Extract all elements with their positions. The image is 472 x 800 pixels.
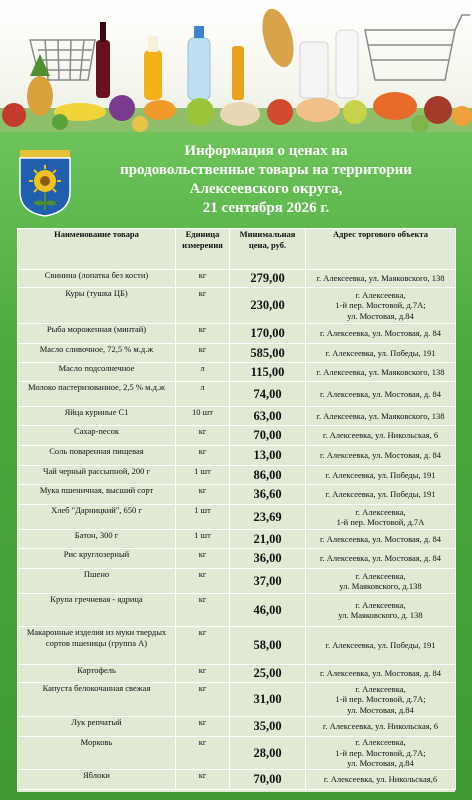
- unit-cell: кг: [176, 770, 230, 790]
- table-row: [18, 627, 456, 665]
- product-name-cell: Пшено: [18, 569, 176, 594]
- price-cell: 36,00: [230, 549, 306, 569]
- unit-cell: кг: [176, 485, 230, 505]
- product-name-cell: Куры (тушка ЦБ): [18, 288, 176, 324]
- heading-line-4: 21 сентября 2026 г.: [202, 200, 330, 216]
- unit-cell: кг: [176, 344, 230, 363]
- unit-cell: кг: [176, 569, 230, 594]
- table-row: [18, 770, 456, 790]
- header-product-name: Наименование товара: [18, 229, 176, 270]
- price-cell: 230,00: [230, 288, 306, 324]
- unit-cell: кг: [176, 683, 230, 717]
- table-row: [18, 288, 456, 324]
- address-cell: г. Алексеевка, ул. Мостовая, д. 84: [306, 324, 456, 344]
- product-name-cell: Масло подсолнечное: [18, 363, 176, 382]
- price-cell: 31,00: [230, 683, 306, 717]
- unit-cell: л: [176, 382, 230, 407]
- unit-cell: л: [176, 363, 230, 382]
- table-row: [18, 407, 456, 426]
- table-row: [18, 466, 456, 485]
- product-name-cell: Картофель: [18, 665, 176, 683]
- address-cell: г. Алексеевка, ул. Маяковского, 138: [306, 407, 456, 426]
- price-cell: 70,00: [230, 770, 306, 790]
- unit-cell: кг: [176, 737, 230, 770]
- header-address: Адрес торгового объекта: [306, 229, 456, 270]
- product-name-cell: Свинина (лопатка без кости): [18, 270, 176, 288]
- table-row: [18, 485, 456, 505]
- unit-cell: кг: [176, 446, 230, 466]
- product-name-cell: Молоко пастеризованное, 2,5 % м.д.ж: [18, 382, 176, 407]
- unit-cell: кг: [176, 426, 230, 446]
- unit-cell: 1 шт: [176, 466, 230, 485]
- unit-cell: кг: [176, 549, 230, 569]
- table-header-row: [18, 229, 456, 270]
- address-cell: г. Алексеевка, ул. Победы, 191: [306, 627, 456, 665]
- table-row: [18, 382, 456, 407]
- price-cell: 58,00: [230, 627, 306, 665]
- address-cell: г. Алексеевка, 1-й пер. Мостовой, д.7А: [306, 505, 456, 530]
- price-cell: 28,00: [230, 737, 306, 770]
- table-row: [18, 363, 456, 382]
- unit-cell: 10 шт: [176, 407, 230, 426]
- price-table-container: [17, 228, 455, 792]
- product-name-cell: Хлеб "Дарницкий", 650 г: [18, 505, 176, 530]
- address-cell: г. Алексеевка, ул. Маяковского, 138: [306, 363, 456, 382]
- table-row: [18, 569, 456, 594]
- table-row: [18, 549, 456, 569]
- table-body: [18, 270, 456, 790]
- price-cell: 86,00: [230, 466, 306, 485]
- header-min-price: Минимальная цена, руб.: [230, 229, 306, 270]
- table-row: [18, 594, 456, 627]
- product-name-cell: Крупа гречневая - ядрица: [18, 594, 176, 627]
- coat-of-arms-icon: [18, 148, 72, 218]
- address-cell: г. Алексеевка, ул. Мостовая, д. 84: [306, 665, 456, 683]
- table-row: [18, 530, 456, 549]
- address-cell: г. Алексеевка, ул. Никольская,6: [306, 770, 456, 790]
- price-cell: 21,00: [230, 530, 306, 549]
- price-cell: 115,00: [230, 363, 306, 382]
- product-name-cell: Рыба мороженная (минтай): [18, 324, 176, 344]
- product-name-cell: Капуста белокочанная свежая: [18, 683, 176, 717]
- table-row: [18, 505, 456, 530]
- unit-cell: кг: [176, 717, 230, 737]
- unit-cell: кг: [176, 594, 230, 627]
- product-name-cell: Соль поваренная пищевая: [18, 446, 176, 466]
- address-cell: г. Алексеевка, ул. Маяковского, д. 138: [306, 594, 456, 627]
- product-name-cell: Яблоки: [18, 770, 176, 790]
- table-row: [18, 270, 456, 288]
- product-name-cell: Масло сливочное, 72,5 % м.д.ж: [18, 344, 176, 363]
- table-row: [18, 737, 456, 770]
- unit-cell: кг: [176, 270, 230, 288]
- address-cell: г. Алексеевка, ул. Маяковского, 138: [306, 270, 456, 288]
- price-cell: 35,00: [230, 717, 306, 737]
- unit-cell: кг: [176, 665, 230, 683]
- heading-line-3: Алексеевского округа,: [189, 181, 343, 197]
- header-unit: Единица измерения: [176, 229, 230, 270]
- address-cell: г. Алексеевка, ул. Победы, 191: [306, 344, 456, 363]
- price-cell: 585,00: [230, 344, 306, 363]
- address-cell: г. Алексеевка, ул. Никольская, 6: [306, 426, 456, 446]
- product-name-cell: Яйца куриные С1: [18, 407, 176, 426]
- price-cell: 70,00: [230, 426, 306, 446]
- price-cell: 170,00: [230, 324, 306, 344]
- price-cell: 46,00: [230, 594, 306, 627]
- table-row: [18, 665, 456, 683]
- product-name-cell: Мука пшеничная, высший сорт: [18, 485, 176, 505]
- price-cell: 63,00: [230, 407, 306, 426]
- price-table: [17, 228, 456, 790]
- page-heading: [70, 142, 462, 218]
- address-cell: г. Алексеевка, ул. Мостовая, д. 84: [306, 549, 456, 569]
- address-cell: г. Алексеевка, ул. Победы, 191: [306, 485, 456, 505]
- address-cell: г. Алексеевка, ул. Мостовая, д. 84: [306, 446, 456, 466]
- heading-line-1: Информация о ценах на: [184, 143, 348, 159]
- heading-line-2: продовольственные товары на территории: [120, 162, 412, 178]
- address-cell: г. Алексеевка, ул. Никольская, 6: [306, 717, 456, 737]
- table-row: [18, 426, 456, 446]
- address-cell: г. Алексеевка, 1-й пер. Мостовой, д.7А; ул. Мостовая, д.84: [306, 737, 456, 770]
- product-name-cell: Сахар-песок: [18, 426, 176, 446]
- price-cell: 13,00: [230, 446, 306, 466]
- price-cell: 36,60: [230, 485, 306, 505]
- groceries-banner: [0, 0, 472, 132]
- price-cell: 25,00: [230, 665, 306, 683]
- unit-cell: 1 шт: [176, 530, 230, 549]
- product-name-cell: Батон, 300 г: [18, 530, 176, 549]
- table-row: [18, 344, 456, 363]
- unit-cell: 1 шт: [176, 505, 230, 530]
- table-row: [18, 324, 456, 344]
- table-row: [18, 717, 456, 737]
- product-name-cell: Макаронные изделия из муки твердых сортов пшеницы (группа А): [18, 627, 176, 665]
- price-cell: 74,00: [230, 382, 306, 407]
- address-cell: г. Алексеевка, ул. Мостовая, д. 84: [306, 530, 456, 549]
- table-row: [18, 446, 456, 466]
- product-name-cell: Рис круглозерный: [18, 549, 176, 569]
- address-cell: г. Алексеевка, 1-й пер. Мостовой, д.7А; ул. Мостовая, д.84: [306, 288, 456, 324]
- price-cell: 23,69: [230, 505, 306, 530]
- unit-cell: кг: [176, 627, 230, 665]
- table-row: [18, 683, 456, 717]
- product-name-cell: Лук репчатый: [18, 717, 176, 737]
- unit-cell: кг: [176, 288, 230, 324]
- address-cell: г. Алексеевка, ул. Победы, 191: [306, 466, 456, 485]
- product-name-cell: Морковь: [18, 737, 176, 770]
- groceries-illustration: [0, 0, 472, 132]
- address-cell: г. Алексеевка, 1-й пер. Мостовой, д.7А; ул. Мостовая, д.84: [306, 683, 456, 717]
- unit-cell: кг: [176, 324, 230, 344]
- price-cell: 37,00: [230, 569, 306, 594]
- address-cell: г. Алексеевка, ул. Мостовая, д. 84: [306, 382, 456, 407]
- address-cell: г. Алексеевка, ул. Маяковского, д.138: [306, 569, 456, 594]
- price-cell: 279,00: [230, 270, 306, 288]
- product-name-cell: Чай черный рассыпной, 200 г: [18, 466, 176, 485]
